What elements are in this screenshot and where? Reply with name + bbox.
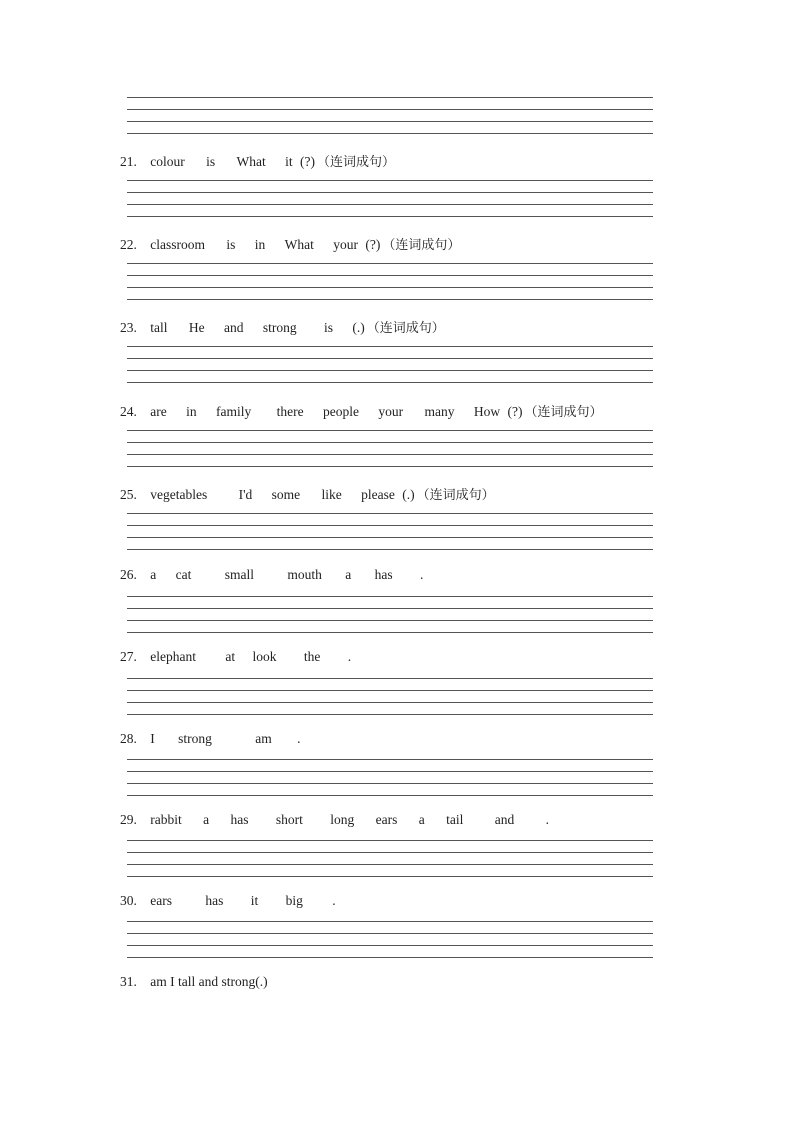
answer-lines xyxy=(127,346,653,386)
answer-lines xyxy=(127,678,653,718)
answer-lines xyxy=(127,596,653,636)
answer-lines xyxy=(127,430,653,470)
question-28: 28. I strong am . xyxy=(120,731,301,746)
answer-lines xyxy=(127,513,653,553)
question-21: 21. colour is What it (?) （连词成句） xyxy=(120,154,396,170)
answer-lines xyxy=(127,840,653,880)
answer-lines xyxy=(127,759,653,799)
question-29: 29. rabbit a has short long ears a tail and . xyxy=(120,812,549,827)
question-25: 25. vegetables I'd some like please (.) （连词成句） xyxy=(120,487,495,503)
answer-lines xyxy=(127,921,653,961)
answer-lines xyxy=(127,263,653,303)
question-31: 31. am I tall and strong(.) xyxy=(120,974,268,989)
question-27: 27. elephant at look the . xyxy=(120,649,352,664)
question-26: 26. a cat small mouth a has . xyxy=(120,567,424,582)
answer-lines xyxy=(127,180,653,220)
question-23: 23. tall He and strong is (.) （连词成句） xyxy=(120,320,445,336)
answer-lines xyxy=(127,97,653,137)
question-30: 30. ears has it big . xyxy=(120,893,336,908)
question-22: 22. classroom is in What your (?) （连词成句） xyxy=(120,237,461,253)
question-24: 24. are in family there people your many How (?) （连词成句） xyxy=(120,404,603,420)
